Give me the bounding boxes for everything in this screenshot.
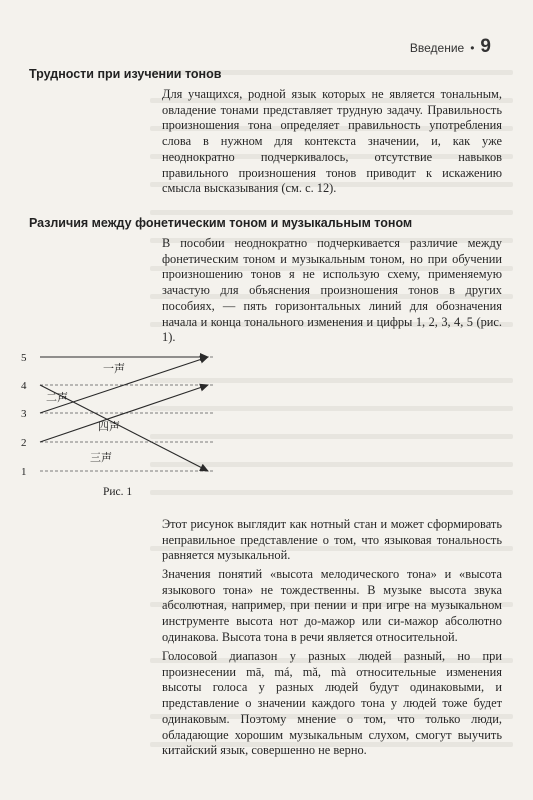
paragraph-2: В пособии неоднократно подчеркивается различие между фонетическим тоном и музыкальным тоном, но при обучении произношению тонов я не использую схему, применяемую зачастую для объяснения произношения тонов в других пособиях, — пять горизонтальных линий для обозначения начала и конца тонального изменения и цифры 1, 2, 3, 4, 5 (рис. 1). <box>162 236 502 345</box>
tone-label-4: 四声 <box>98 421 120 433</box>
header-bullet: • <box>470 41 475 55</box>
tone-label-2: 二声 <box>46 392 68 404</box>
level-label-1: 1 <box>21 466 27 478</box>
heading-difficulties: Трудности при изучении тонов <box>29 67 222 81</box>
figure-caption: Рис. 1 <box>103 486 133 498</box>
level-label-4: 4 <box>21 380 27 392</box>
paragraph-3: Этот рисунок выглядит как нотный стан и может сформировать неправильное представление о том, что языковая тональность равняется музыкальной. <box>162 517 502 563</box>
tone-label-1: 一声 <box>103 363 125 375</box>
section-title: Введение <box>409 41 465 55</box>
running-header <box>410 36 491 58</box>
level-label-2: 2 <box>21 437 27 449</box>
heading-phonetic-vs-musical: Различия между фонетическим тоном и музыкальным тоном <box>29 216 413 230</box>
page-number: 9 <box>480 36 491 57</box>
tone-diagram <box>18 345 223 505</box>
level-label-5: 5 <box>21 352 27 364</box>
tone-label-3: 三声 <box>90 452 112 464</box>
paragraph-4: Значения понятий «высота мелодического тона» и «высота языкового тона» не тождественны. В музыке высота звука абсолютная, например, при пении и при игре на музыкальном инструменте высота нот до-мажор или си-мажор абсолютно одинакова. Высота тона в речи является относительной. <box>162 567 502 644</box>
paragraph-5: Голосовой диапазон у разных людей разный, но при произнесении mā, má, mǎ, mà относительные изменения высоты голоса у разных людей будут одинаковыми, и представление о значении каждого тона у людей тоже будет одинаковым. Поэтому мнение о том, что только люди, обладающие хорошим музыкальным слухом, смогут выучить китайский язык, совершенно не верно. <box>162 649 502 758</box>
paragraph-1: Для учащихся, родной язык которых не является тональным, овладение тонами представляет трудную задачу. Правильность произношения тона определяет правильность употребления слова в нужном для контекста значении, и, как уже неоднократно подчеркивалось, отсутствие навыков правильного произношения тонов приводит к искажению смысла высказывания (см. с. 12). <box>162 87 502 196</box>
level-label-3: 3 <box>21 408 27 420</box>
staff-lines <box>40 357 213 471</box>
